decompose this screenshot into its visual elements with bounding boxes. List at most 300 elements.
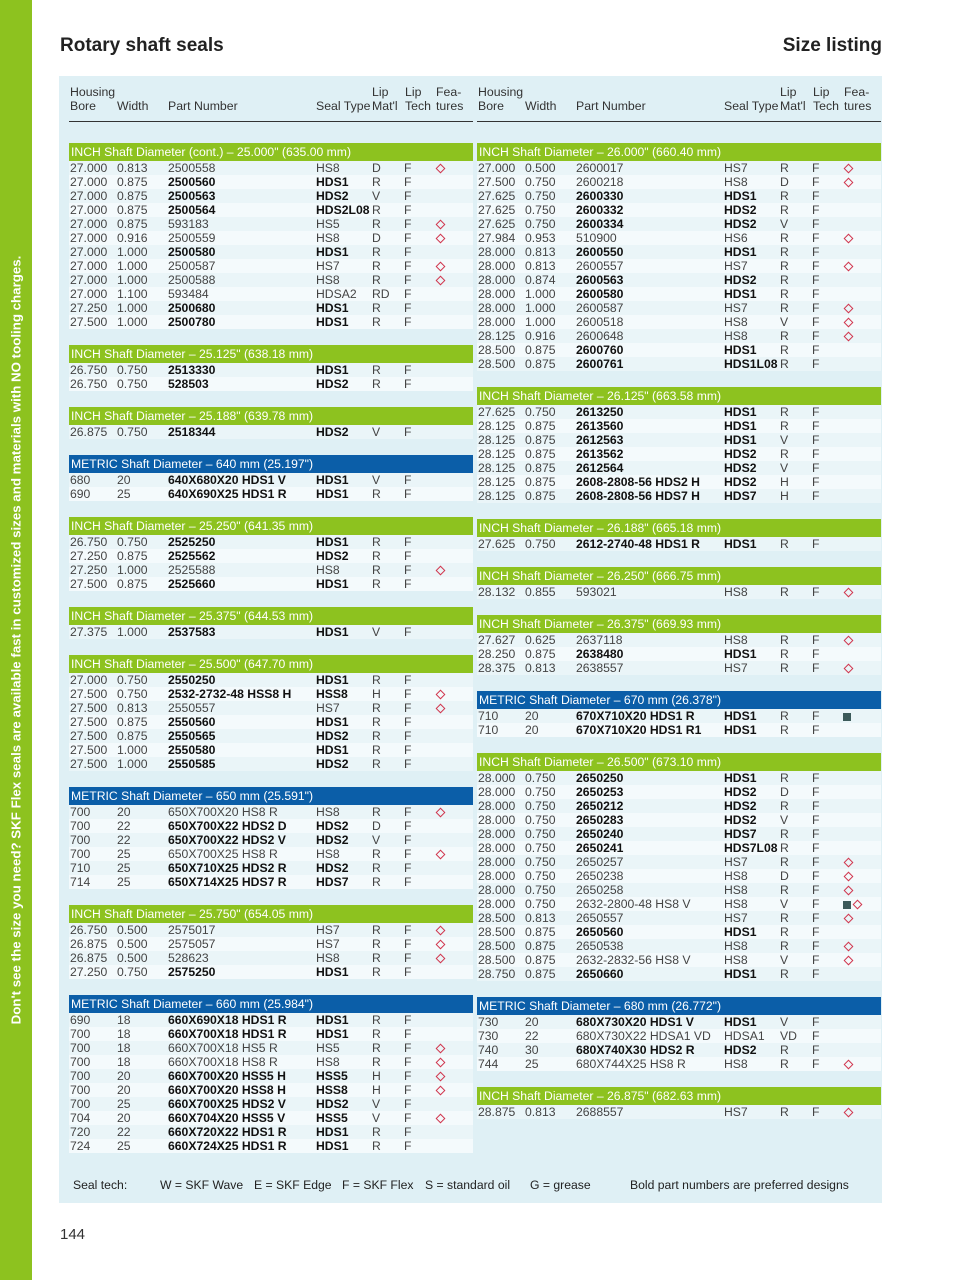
seal-type-cell: HDS1	[316, 315, 349, 329]
lip-tech-cell: F	[404, 1097, 412, 1111]
left-groups	[69, 143, 473, 1169]
housing-bore-cell: 28.000	[478, 827, 516, 841]
lip-material-cell: RD	[372, 287, 390, 301]
lip-tech-cell: F	[812, 489, 820, 503]
lip-tech-cell: F	[404, 701, 412, 715]
part-number-cell: 2500563	[168, 189, 216, 203]
table-row	[69, 923, 473, 937]
diamond-feature-icon	[844, 858, 854, 868]
lip-tech-cell: F	[404, 315, 412, 329]
housing-bore-cell: 28.500	[478, 357, 516, 371]
header-tures: tures	[844, 99, 872, 113]
seal-type-cell: HDS1	[316, 301, 349, 315]
lip-tech-cell: F	[812, 259, 820, 273]
table-row	[69, 377, 473, 391]
table-row	[69, 245, 473, 259]
lip-material-cell: H	[780, 489, 789, 503]
lip-tech-cell: F	[404, 245, 412, 259]
seal-type-cell: HDS1	[316, 363, 349, 377]
lip-material-cell: R	[372, 805, 381, 819]
header-lip-2: Lip	[813, 85, 830, 99]
shaft-diameter-group	[477, 387, 881, 519]
width-cell: 0.813	[525, 661, 556, 675]
features-cell	[843, 911, 854, 925]
lip-tech-cell: F	[404, 273, 412, 287]
seal-type-cell: HS8	[316, 847, 340, 861]
width-cell: 20	[117, 805, 131, 819]
header-fea: Fea-	[844, 85, 870, 99]
group-rows	[477, 405, 881, 503]
diamond-feature-icon	[436, 808, 446, 818]
lip-material-cell: R	[372, 549, 381, 563]
column-headers-right	[477, 76, 881, 122]
seal-type-cell: HDS1	[316, 743, 349, 757]
housing-bore-cell: 28.500	[478, 939, 516, 953]
table-row	[477, 813, 881, 827]
part-number-cell: 640X690X25 HDS1 R	[168, 487, 287, 501]
width-cell: 0.875	[117, 729, 148, 743]
lip-tech-cell: F	[812, 939, 820, 953]
group-rows	[69, 625, 473, 639]
housing-bore-cell: 700	[70, 1069, 91, 1083]
diamond-feature-icon	[436, 1058, 446, 1068]
group-spacer	[477, 1119, 881, 1135]
width-cell: 0.750	[525, 537, 556, 551]
lip-material-cell: R	[780, 1105, 789, 1119]
housing-bore-cell: 700	[70, 1027, 91, 1041]
housing-bore-cell: 27.250	[70, 301, 108, 315]
lip-tech-cell: F	[404, 363, 412, 377]
table-row	[477, 869, 881, 883]
group-spacer	[69, 439, 473, 455]
group-rows	[69, 161, 473, 329]
lip-material-cell: D	[372, 819, 381, 833]
lip-material-cell: R	[372, 729, 381, 743]
diamond-feature-icon	[436, 276, 446, 286]
square-feature-icon	[843, 901, 851, 909]
width-cell: 22	[117, 1125, 131, 1139]
lip-material-cell: R	[372, 535, 381, 549]
lip-material-cell: R	[780, 245, 789, 259]
part-number-cell: 660X700X20 HSS8 H	[168, 1083, 286, 1097]
table-row	[477, 785, 881, 799]
part-number-cell: 2600580	[576, 287, 624, 301]
part-number-cell: 2500580	[168, 245, 216, 259]
inch-group-header: INCH Shaft Diameter – 26.375" (669.93 mm)	[477, 615, 881, 633]
width-cell: 30	[525, 1043, 539, 1057]
lip-material-cell: R	[372, 245, 381, 259]
lip-material-cell: R	[372, 861, 381, 875]
part-number-cell: 2650557	[576, 911, 624, 925]
header-matl: Mat'l	[372, 99, 398, 113]
lip-material-cell: R	[372, 715, 381, 729]
housing-bore-cell: 28.000	[478, 245, 516, 259]
group-rows	[477, 709, 881, 737]
seal-type-cell: HDS1	[724, 925, 757, 939]
part-number-cell: 640X680X20 HDS1 V	[168, 473, 286, 487]
table-row	[69, 273, 473, 287]
width-cell: 18	[117, 1013, 131, 1027]
housing-bore-cell: 26.750	[70, 535, 108, 549]
shaft-diameter-group	[69, 905, 473, 995]
width-cell: 0.750	[525, 203, 556, 217]
lip-material-cell: D	[780, 175, 789, 189]
inch-group-header: INCH Shaft Diameter – 26.125" (663.58 mm)	[477, 387, 881, 405]
shaft-diameter-group	[477, 519, 881, 567]
metric-group-header: METRIC Shaft Diameter – 660 mm (25.984")	[69, 995, 473, 1013]
lip-material-cell: V	[780, 461, 789, 475]
table-row	[477, 245, 881, 259]
width-cell: 0.875	[525, 489, 556, 503]
features-cell	[435, 1111, 446, 1125]
table-row	[477, 405, 881, 419]
seal-type-cell: HSS5	[316, 1111, 348, 1125]
lip-material-cell: R	[780, 585, 789, 599]
features-cell	[843, 855, 854, 869]
part-number-cell: 2632-2832-56 HS8 V	[576, 953, 691, 967]
lip-material-cell: R	[372, 377, 381, 391]
width-cell: 0.750	[525, 189, 556, 203]
housing-bore-cell: 27.000	[70, 273, 108, 287]
seal-type-cell: HS7	[724, 161, 748, 175]
housing-bore-cell: 27.000	[70, 175, 108, 189]
features-cell	[843, 661, 854, 675]
lip-tech-cell: F	[404, 673, 412, 687]
table-row	[477, 1015, 881, 1029]
diamond-feature-icon	[436, 690, 446, 700]
seal-type-cell: HSS8	[316, 687, 348, 701]
housing-bore-cell: 27.500	[70, 701, 108, 715]
shaft-diameter-group	[477, 1087, 881, 1135]
housing-bore-cell: 704	[70, 1111, 91, 1125]
housing-bore-cell: 28.125	[478, 419, 516, 433]
diamond-feature-icon	[844, 164, 854, 174]
table-row	[477, 259, 881, 273]
seal-type-cell: HDS2	[316, 1097, 349, 1111]
lip-tech-cell: F	[404, 625, 412, 639]
part-number-cell: 2500564	[168, 203, 216, 217]
lip-material-cell: R	[372, 363, 381, 377]
seal-type-cell: HDS2	[724, 1043, 757, 1057]
seal-type-cell: HDS2	[724, 217, 757, 231]
part-number-cell: 2638480	[576, 647, 624, 661]
lip-tech-cell: F	[404, 1027, 412, 1041]
housing-bore-cell: 27.250	[70, 563, 108, 577]
housing-bore-cell: 700	[70, 805, 91, 819]
part-number-cell: 2650538	[576, 939, 624, 953]
table-row	[69, 189, 473, 203]
lip-material-cell: R	[780, 771, 789, 785]
width-cell: 0.875	[117, 189, 148, 203]
header-width: Width	[117, 99, 149, 113]
width-cell: 0.750	[525, 405, 556, 419]
width-cell: 0.875	[525, 357, 556, 371]
housing-bore-cell: 27.250	[70, 965, 108, 979]
lip-tech-cell: F	[404, 951, 412, 965]
group-spacer	[69, 1153, 473, 1169]
part-number-cell: 593021	[576, 585, 617, 599]
lip-material-cell: V	[780, 813, 789, 827]
part-number-cell: 660X720X22 HDS1 R	[168, 1125, 287, 1139]
width-cell: 0.875	[525, 433, 556, 447]
lip-material-cell: R	[780, 723, 789, 737]
housing-bore-cell: 700	[70, 1041, 91, 1055]
housing-bore-cell: 28.000	[478, 771, 516, 785]
group-spacer	[477, 371, 881, 387]
lip-tech-cell: F	[812, 217, 820, 231]
table-row	[69, 729, 473, 743]
width-cell: 0.750	[525, 841, 556, 855]
lip-material-cell: V	[780, 1015, 789, 1029]
group-rows	[477, 1105, 881, 1119]
diamond-feature-icon	[844, 636, 854, 646]
table-row	[477, 925, 881, 939]
housing-bore-cell: 26.750	[70, 923, 108, 937]
width-cell: 0.875	[525, 419, 556, 433]
seal-type-cell: HDS2	[724, 785, 757, 799]
housing-bore-cell: 28.375	[478, 661, 516, 675]
diamond-feature-icon	[436, 940, 446, 950]
part-number-cell: 2513330	[168, 363, 216, 377]
housing-bore-cell: 724	[70, 1139, 91, 1153]
diamond-feature-icon	[436, 1044, 446, 1054]
group-rows	[69, 923, 473, 979]
features-cell	[843, 953, 854, 967]
lip-tech-cell: F	[404, 1111, 412, 1125]
width-cell: 1.000	[117, 757, 148, 771]
legend-flex: F = SKF Flex	[342, 1178, 414, 1192]
part-number-cell: 2637118	[576, 633, 623, 647]
housing-bore-cell: 28.250	[478, 647, 516, 661]
seal-type-cell: HDS2	[316, 833, 349, 847]
inch-group-header: INCH Shaft Diameter – 26.250" (666.75 mm)	[477, 567, 881, 585]
housing-bore-cell: 27.000	[70, 259, 108, 273]
housing-bore-cell: 26.875	[70, 951, 108, 965]
part-number-cell: 660X700X18 HDS1 R	[168, 1027, 287, 1041]
width-cell: 0.500	[525, 161, 556, 175]
table-row	[477, 161, 881, 175]
lip-material-cell: D	[780, 869, 789, 883]
seal-type-cell: HS8	[316, 273, 340, 287]
width-cell: 25	[117, 847, 131, 861]
features-cell	[435, 231, 446, 245]
seal-type-cell: HDS1	[316, 577, 349, 591]
lip-material-cell: R	[372, 875, 381, 889]
lip-tech-cell: F	[404, 425, 412, 439]
features-cell	[843, 633, 854, 647]
table-row	[69, 805, 473, 819]
lip-material-cell: D	[372, 231, 381, 245]
table-row	[477, 475, 881, 489]
housing-bore-cell: 27.375	[70, 625, 108, 639]
width-cell: 0.875	[525, 647, 556, 661]
housing-bore-cell: 26.750	[70, 377, 108, 391]
diamond-feature-icon	[844, 318, 854, 328]
part-number-cell: 2575250	[168, 965, 216, 979]
lip-tech-cell: F	[404, 1083, 412, 1097]
seal-type-cell: HDS1	[316, 487, 349, 501]
width-cell: 20	[117, 1069, 131, 1083]
housing-bore-cell: 27.500	[478, 175, 516, 189]
housing-bore-cell: 27.500	[70, 757, 108, 771]
group-rows	[477, 161, 881, 371]
seal-type-cell: HDS2	[724, 475, 757, 489]
lip-material-cell: R	[780, 301, 789, 315]
header-part-number: Part Number	[576, 99, 646, 113]
group-spacer	[69, 591, 473, 607]
part-number-cell: 2612563	[576, 433, 624, 447]
features-cell	[843, 869, 854, 883]
table-row	[69, 937, 473, 951]
legend	[59, 1170, 882, 1200]
lip-material-cell: R	[780, 189, 789, 203]
width-cell: 1.000	[117, 301, 148, 315]
lip-material-cell: R	[372, 965, 381, 979]
seal-type-cell: HDS2	[316, 377, 349, 391]
width-cell: 1.100	[117, 287, 148, 301]
housing-bore-cell: 27.000	[70, 203, 108, 217]
width-cell: 0.750	[117, 535, 148, 549]
part-number-cell: 2650257	[576, 855, 624, 869]
lip-tech-cell: F	[404, 203, 412, 217]
table-row	[69, 203, 473, 217]
part-number-cell: 2575017	[168, 923, 216, 937]
group-rows	[69, 473, 473, 501]
diamond-feature-icon	[844, 942, 854, 952]
width-cell: 0.875	[525, 939, 556, 953]
part-number-cell: 2600648	[576, 329, 624, 343]
width-cell: 0.750	[525, 855, 556, 869]
table-row	[69, 1013, 473, 1027]
lip-material-cell: R	[780, 447, 789, 461]
part-number-cell: 2638557	[576, 661, 624, 675]
seal-type-cell: HDS1	[724, 967, 757, 981]
housing-bore-cell: 26.875	[70, 937, 108, 951]
table-row	[477, 175, 881, 189]
width-cell: 1.000	[117, 259, 148, 273]
group-spacer	[69, 501, 473, 517]
width-cell: 0.750	[117, 965, 148, 979]
lip-tech-cell: F	[404, 549, 412, 563]
lip-tech-cell: F	[812, 315, 820, 329]
shaft-diameter-group	[69, 455, 473, 517]
lip-tech-cell: F	[404, 1055, 412, 1069]
housing-bore-cell: 27.500	[70, 315, 108, 329]
lip-material-cell: R	[780, 709, 789, 723]
lip-tech-cell: F	[812, 967, 820, 981]
header-fea: Fea-	[436, 85, 462, 99]
group-rows	[69, 363, 473, 391]
lip-tech-cell: F	[812, 287, 820, 301]
housing-bore-cell: 28.000	[478, 301, 516, 315]
diamond-feature-icon	[844, 588, 854, 598]
diamond-feature-icon	[844, 664, 854, 674]
width-cell: 22	[117, 833, 131, 847]
lip-material-cell: V	[780, 315, 789, 329]
table-row	[477, 273, 881, 287]
lip-material-cell: R	[372, 1055, 381, 1069]
lip-tech-cell: F	[404, 743, 412, 757]
housing-bore-cell: 27.000	[70, 161, 108, 175]
width-cell: 0.875	[525, 925, 556, 939]
seal-type-cell: HDS1	[724, 419, 757, 433]
seal-type-cell: HDS1	[724, 723, 757, 737]
features-cell	[435, 1069, 446, 1083]
housing-bore-cell: 28.000	[478, 273, 516, 287]
part-number-cell: 2500780	[168, 315, 216, 329]
lip-material-cell: R	[372, 1027, 381, 1041]
shaft-diameter-group	[69, 143, 473, 345]
group-rows	[477, 633, 881, 675]
shaft-diameter-group	[477, 691, 881, 753]
seal-type-cell: HS7	[316, 701, 340, 715]
lip-tech-cell: F	[404, 1013, 412, 1027]
part-number-cell: 2650253	[576, 785, 624, 799]
features-cell	[843, 1057, 854, 1071]
lip-material-cell: R	[780, 633, 789, 647]
lip-material-cell: R	[780, 883, 789, 897]
header-bore: Bore	[70, 99, 96, 113]
metric-group-header: METRIC Shaft Diameter – 650 mm (25.591")	[69, 787, 473, 805]
page-title: Rotary shaft seals	[60, 35, 224, 56]
lip-tech-cell: F	[404, 875, 412, 889]
width-cell: 1.000	[117, 315, 148, 329]
features-cell	[435, 805, 446, 819]
lip-material-cell: R	[372, 577, 381, 591]
lip-material-cell: R	[372, 757, 381, 771]
seal-type-cell: HDS1	[724, 405, 757, 419]
diamond-feature-icon	[844, 332, 854, 342]
seal-type-cell: HS5	[316, 1041, 340, 1055]
housing-bore-cell: 28.750	[478, 967, 516, 981]
shaft-diameter-group	[477, 143, 881, 387]
lip-tech-cell: F	[812, 911, 820, 925]
table-row	[477, 1057, 881, 1071]
seal-type-cell: HDS1	[316, 965, 349, 979]
housing-bore-cell: 744	[478, 1057, 499, 1071]
seal-type-cell: HS7	[724, 301, 748, 315]
width-cell: 0.750	[117, 377, 148, 391]
width-cell: 0.875	[117, 549, 148, 563]
diamond-feature-icon	[844, 1108, 854, 1118]
lip-material-cell: R	[780, 841, 789, 855]
lip-material-cell: V	[372, 189, 381, 203]
table-row	[69, 231, 473, 245]
width-cell: 0.875	[117, 217, 148, 231]
lip-tech-cell: F	[404, 819, 412, 833]
features-cell	[843, 1105, 854, 1119]
lip-tech-cell: F	[812, 301, 820, 315]
table-row	[69, 175, 473, 189]
inch-group-header: INCH Shaft Diameter – 25.500" (647.70 mm)	[69, 655, 473, 673]
table-row	[69, 847, 473, 861]
features-cell	[435, 701, 446, 715]
features-cell	[843, 315, 854, 329]
lip-tech-cell: F	[812, 537, 820, 551]
housing-bore-cell: 27.500	[70, 743, 108, 757]
lip-material-cell: R	[780, 231, 789, 245]
housing-bore-cell: 28.500	[478, 343, 516, 357]
housing-bore-cell: 28.125	[478, 329, 516, 343]
part-number-cell: 660X700X18 HS8 R	[168, 1055, 278, 1069]
lip-material-cell: R	[780, 911, 789, 925]
width-cell: 0.750	[525, 897, 556, 911]
lip-tech-cell: F	[404, 563, 412, 577]
housing-bore-cell: 27.000	[478, 161, 516, 175]
width-cell: 25	[117, 487, 131, 501]
table-row	[69, 363, 473, 377]
housing-bore-cell: 28.000	[478, 855, 516, 869]
